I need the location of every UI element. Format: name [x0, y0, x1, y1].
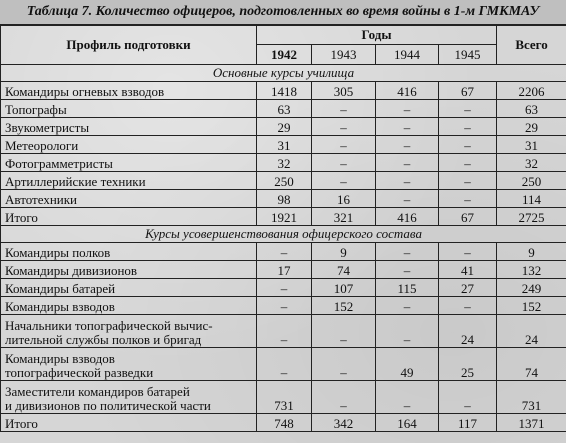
cell-1942: 731: [257, 381, 312, 414]
cell-1942: 31: [257, 136, 312, 154]
cell-total: 132: [497, 261, 566, 279]
cell-1945: –: [439, 190, 497, 208]
cell-1942: –: [257, 243, 312, 261]
cell-1945: –: [439, 297, 497, 315]
cell-total: 74: [497, 348, 566, 381]
cell-total: 731: [497, 381, 566, 414]
profile-header: Профиль подготовки: [1, 26, 257, 65]
cell-1944: –: [376, 243, 439, 261]
total-header: Всего: [497, 26, 566, 65]
cell-1943: 321: [312, 208, 376, 226]
table-row: [1, 82, 566, 100]
cell-total: 32: [497, 154, 566, 172]
cell-1945: 67: [439, 208, 497, 226]
cell-total: 249: [497, 279, 566, 297]
row-label: Итого: [1, 208, 257, 226]
cell-total: 152: [497, 297, 566, 315]
cell-1942: 1921: [257, 208, 312, 226]
cell-total: 2206: [497, 82, 566, 100]
year-header: 1943: [312, 45, 376, 65]
cell-1945: –: [439, 118, 497, 136]
table-row: [1, 100, 566, 118]
officers-table: [0, 25, 566, 432]
row-label: Командиры батарей: [1, 279, 257, 297]
row-label: [1, 348, 257, 381]
cell-total: 114: [497, 190, 566, 208]
table-row: [1, 243, 566, 261]
cell-1943: 16: [312, 190, 376, 208]
table-row: [1, 315, 566, 348]
row-label: Артиллерийские техники: [1, 172, 257, 190]
table-row: [1, 154, 566, 172]
cell-1944: –: [376, 100, 439, 118]
total-row: [1, 208, 566, 226]
cell-1944: –: [376, 315, 439, 348]
cell-1942: 98: [257, 190, 312, 208]
cell-1943: –: [312, 154, 376, 172]
cell-1942: 29: [257, 118, 312, 136]
cell-1943: –: [312, 100, 376, 118]
section-heading: Курсы усовершенствования офицерского состава: [1, 226, 566, 243]
cell-total: 1371: [497, 414, 566, 432]
row-label: Итого: [1, 414, 257, 432]
row-label-line: топографической разведки: [5, 365, 154, 380]
row-label: Звукометристы: [1, 118, 257, 136]
row-label-line: и дивизионов по политической части: [5, 398, 211, 413]
cell-1942: –: [257, 279, 312, 297]
table-row: [1, 118, 566, 136]
table-row: [1, 136, 566, 154]
cell-1945: 24: [439, 315, 497, 348]
year-header: 1945: [439, 45, 497, 65]
table-title: Таблица 7. Количество офицеров, подготовленных во время войны в 1-м ГМКМАУ: [0, 0, 566, 25]
cell-1945: 117: [439, 414, 497, 432]
cell-1942: –: [257, 315, 312, 348]
cell-1945: 41: [439, 261, 497, 279]
cell-1943: 305: [312, 82, 376, 100]
cell-1944: 416: [376, 208, 439, 226]
cell-1942: 1418: [257, 82, 312, 100]
cell-1944: –: [376, 261, 439, 279]
section-heading: Основные курсы училища: [1, 65, 566, 82]
cell-1944: –: [376, 381, 439, 414]
cell-1942: –: [257, 297, 312, 315]
cell-1944: –: [376, 172, 439, 190]
table-row: [1, 172, 566, 190]
cell-1942: 32: [257, 154, 312, 172]
cell-1943: –: [312, 348, 376, 381]
cell-1943: –: [312, 315, 376, 348]
cell-1942: 17: [257, 261, 312, 279]
year-header: 1944: [376, 45, 439, 65]
cell-total: 2725: [497, 208, 566, 226]
cell-1943: 107: [312, 279, 376, 297]
years-header: Годы: [257, 26, 497, 45]
cell-1942: 250: [257, 172, 312, 190]
cell-1943: 74: [312, 261, 376, 279]
cell-1945: 25: [439, 348, 497, 381]
row-label: Метеорологи: [1, 136, 257, 154]
table-row: [1, 261, 566, 279]
cell-1942: –: [257, 348, 312, 381]
cell-1943: –: [312, 118, 376, 136]
table-row: [1, 381, 566, 414]
row-label: [1, 315, 257, 348]
table-row: [1, 190, 566, 208]
cell-1942: 63: [257, 100, 312, 118]
cell-1945: –: [439, 243, 497, 261]
cell-1944: –: [376, 154, 439, 172]
cell-total: 24: [497, 315, 566, 348]
total-row: [1, 414, 566, 432]
cell-1942: 748: [257, 414, 312, 432]
cell-1945: 27: [439, 279, 497, 297]
cell-total: 63: [497, 100, 566, 118]
cell-1944: –: [376, 297, 439, 315]
cell-1943: –: [312, 381, 376, 414]
table-row: [1, 279, 566, 297]
row-label-line: Начальники топографической вычис-: [5, 318, 213, 333]
cell-1945: –: [439, 172, 497, 190]
cell-1943: 342: [312, 414, 376, 432]
row-label-line: Заместители командиров батарей: [5, 384, 190, 399]
cell-1944: –: [376, 190, 439, 208]
cell-1944: 115: [376, 279, 439, 297]
row-label-line: лительной службы полков и бригад: [5, 332, 202, 347]
cell-1945: –: [439, 100, 497, 118]
cell-total: 250: [497, 172, 566, 190]
table-row: [1, 348, 566, 381]
cell-1943: –: [312, 136, 376, 154]
row-label: Командиры полков: [1, 243, 257, 261]
cell-1944: 49: [376, 348, 439, 381]
row-label: [1, 381, 257, 414]
cell-1944: –: [376, 136, 439, 154]
cell-1945: –: [439, 381, 497, 414]
cell-1945: –: [439, 136, 497, 154]
cell-1944: 164: [376, 414, 439, 432]
cell-1943: 152: [312, 297, 376, 315]
year-header: 1942: [257, 45, 312, 65]
row-label: Командиры взводов: [1, 297, 257, 315]
table-row: [1, 297, 566, 315]
cell-1944: –: [376, 118, 439, 136]
row-label: Топографы: [1, 100, 257, 118]
cell-1943: –: [312, 172, 376, 190]
row-label-line: Командиры взводов: [5, 351, 115, 366]
cell-total: 9: [497, 243, 566, 261]
cell-1945: 67: [439, 82, 497, 100]
row-label: Командиры дивизионов: [1, 261, 257, 279]
row-label: Автотехники: [1, 190, 257, 208]
cell-1945: –: [439, 154, 497, 172]
cell-1944: 416: [376, 82, 439, 100]
row-label: Фотограмметристы: [1, 154, 257, 172]
cell-1943: 9: [312, 243, 376, 261]
cell-total: 31: [497, 136, 566, 154]
row-label: Командиры огневых взводов: [1, 82, 257, 100]
cell-total: 29: [497, 118, 566, 136]
